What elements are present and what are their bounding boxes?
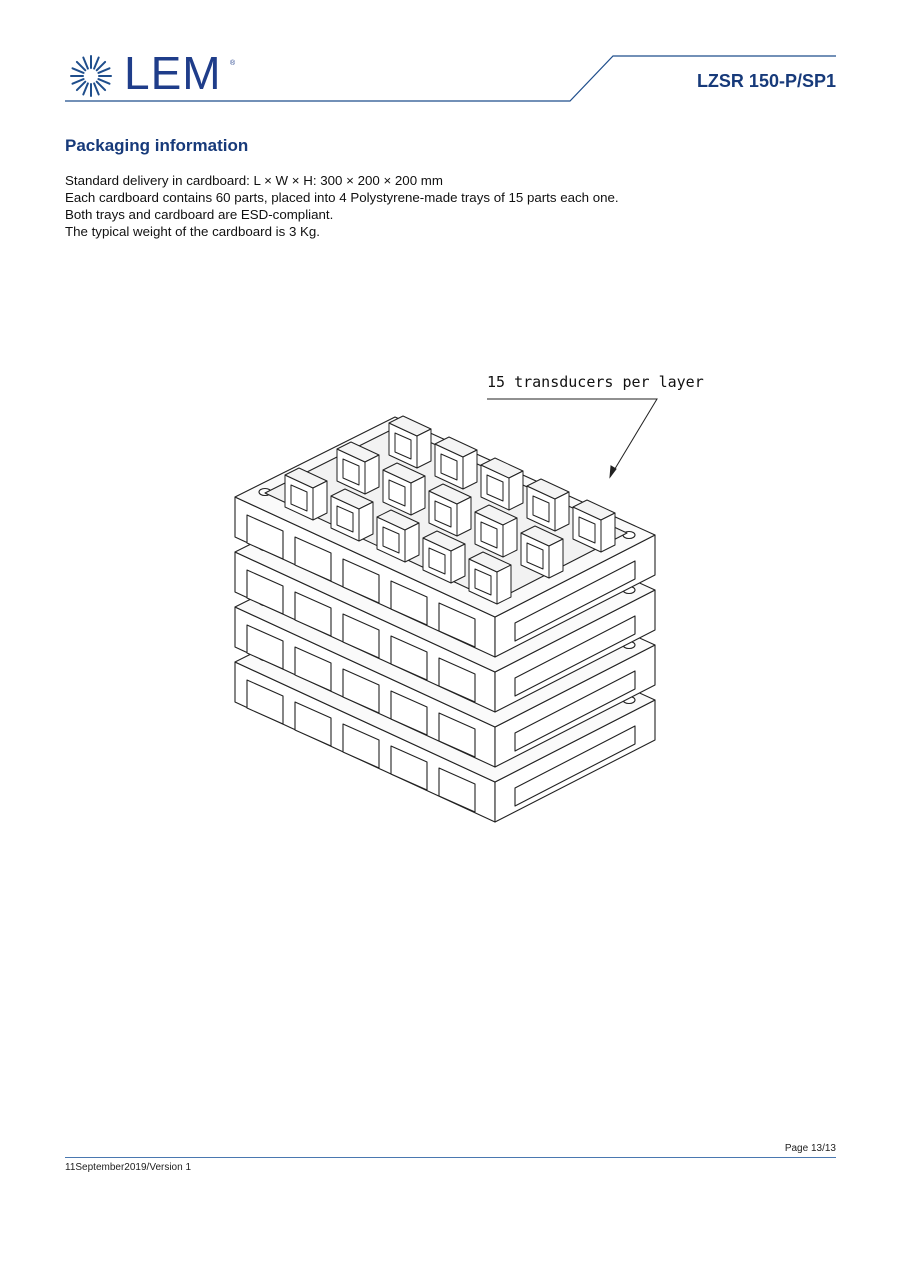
sunburst-ray [98, 79, 109, 84]
transducer-side [457, 497, 471, 536]
sunburst-ray [77, 82, 85, 90]
transducer-side [411, 476, 425, 515]
lem-logo-text: LEM [124, 47, 222, 99]
transducer-side [503, 518, 517, 557]
text-line-contents: Each cardboard contains 60 parts, placed into 4 Polystyrene-made trays of 15 parts each one. [65, 190, 619, 205]
tray-stack-drawing [225, 365, 704, 835]
sunburst-ray [97, 62, 105, 70]
sunburst-ray [94, 83, 99, 94]
transducer-side [549, 539, 563, 578]
page-number: Page 13/13 [784, 1143, 836, 1154]
transducer-side [601, 513, 615, 552]
footer-date-version: 11September2019/Version 1 [65, 1162, 192, 1173]
callout-leader [487, 399, 657, 477]
transducer-side [417, 429, 431, 468]
footer-rule [65, 1157, 836, 1158]
text-line-dimensions: Standard delivery in cardboard: L × W × H: 300 × 200 × 200 mm [65, 173, 443, 188]
sunburst-ray [83, 83, 88, 94]
transducer-side [365, 455, 379, 494]
transducer-side [555, 492, 569, 531]
packaging-description [65, 172, 619, 240]
section-title: Packaging information [65, 136, 249, 155]
transducer-side [463, 450, 477, 489]
registered-mark: ® [230, 60, 236, 67]
sunburst-ray [73, 79, 84, 84]
document-id: LZSR 150-P/SP1 [696, 71, 836, 91]
transducer-side [509, 471, 523, 510]
transducer-side [359, 502, 373, 541]
sunburst-ray [94, 58, 99, 69]
text-line-weight: The typical weight of the cardboard is 3 Kg. [65, 224, 320, 239]
sunburst-ray [97, 82, 105, 90]
sunburst-ray [98, 68, 109, 73]
sunburst-ray [83, 58, 88, 69]
callout-label: 15 transducers per layer [487, 373, 704, 391]
sunburst-ray [77, 62, 85, 70]
transducer-side [313, 481, 327, 520]
sunburst-ray [73, 68, 84, 73]
transducer-side [405, 523, 419, 562]
transducer-side [451, 544, 465, 583]
text-line-esd: Both trays and cardboard are ESD-compliant. [65, 207, 334, 222]
transducer-side [497, 565, 511, 604]
lem-sunburst-icon [71, 56, 111, 96]
